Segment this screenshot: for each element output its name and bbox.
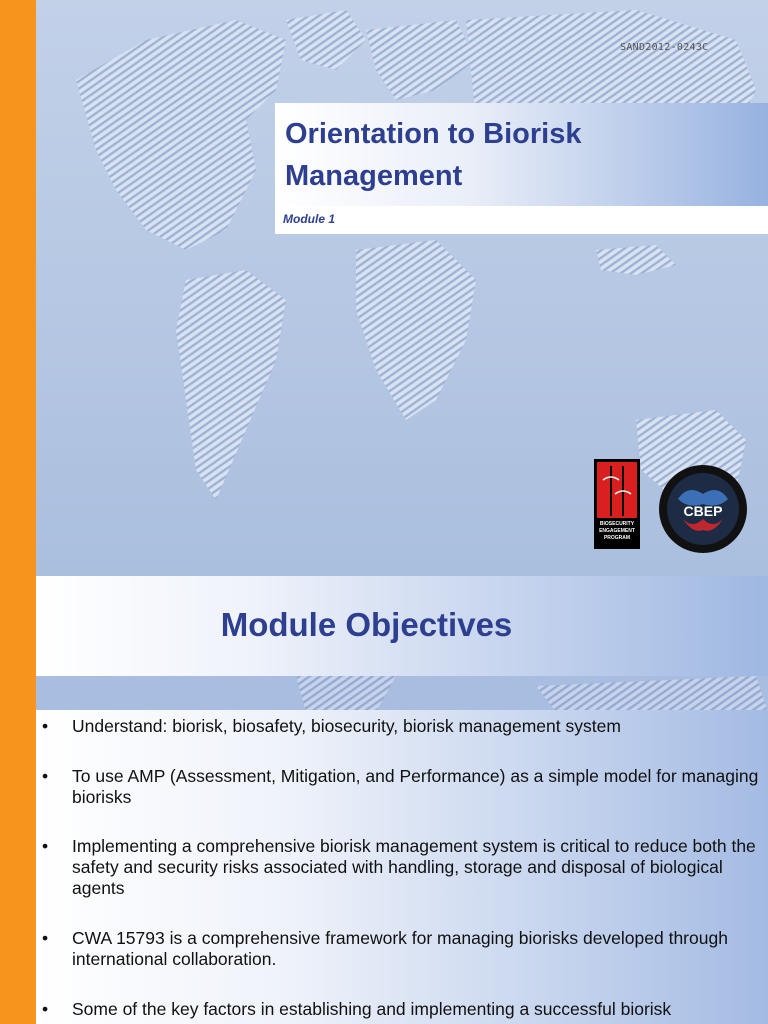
bullet-symbol: • xyxy=(42,999,49,1019)
page-title: Orientation to Biorisk Management xyxy=(285,118,582,192)
bullet-symbol: • xyxy=(42,928,49,948)
bullet-symbol: • xyxy=(42,716,49,736)
bullet-symbol: • xyxy=(42,766,49,786)
bullet-symbol: • xyxy=(42,836,49,856)
list-item-text: Understand: biorisk, biosafety, biosecurity, biorisk management system xyxy=(72,716,621,736)
objectives-header xyxy=(36,576,768,676)
title-box xyxy=(275,103,768,206)
objectives-slide xyxy=(36,576,768,1024)
cbep-logo xyxy=(658,464,748,554)
title-slide xyxy=(36,0,768,576)
list-item-text: Some of the key factors in establishing and implementing a successful biorisk xyxy=(72,999,672,1019)
left-accent-bar xyxy=(0,0,36,1024)
bep-logo-text: BIOSECURITY ENGAGEMENT PROGRAM xyxy=(599,521,635,541)
document-code: SAND2012-0243C xyxy=(620,42,709,53)
subtitle: Module 1 xyxy=(283,212,336,226)
list-item-text: CWA 15793 is a comprehensive framework for managing biorisks developed through international collaboration. xyxy=(72,928,728,969)
cbep-logo-text: CBEP xyxy=(683,503,723,519)
list-item-text: To use AMP (Assessment, Mitigation, and Performance) as a simple model for managing biorisks xyxy=(72,766,759,807)
biosecurity-engagement-program-logo xyxy=(594,459,640,549)
objectives-list xyxy=(36,710,768,1024)
objectives-title: Module Objectives xyxy=(220,606,513,643)
map-strip-decoration xyxy=(36,676,768,712)
list-item-text: Implementing a comprehensive biorisk management system is critical to reduce both the safety and security risks associated with handling, storage and disposal of biological agents xyxy=(72,836,756,898)
subtitle-box xyxy=(275,206,768,234)
